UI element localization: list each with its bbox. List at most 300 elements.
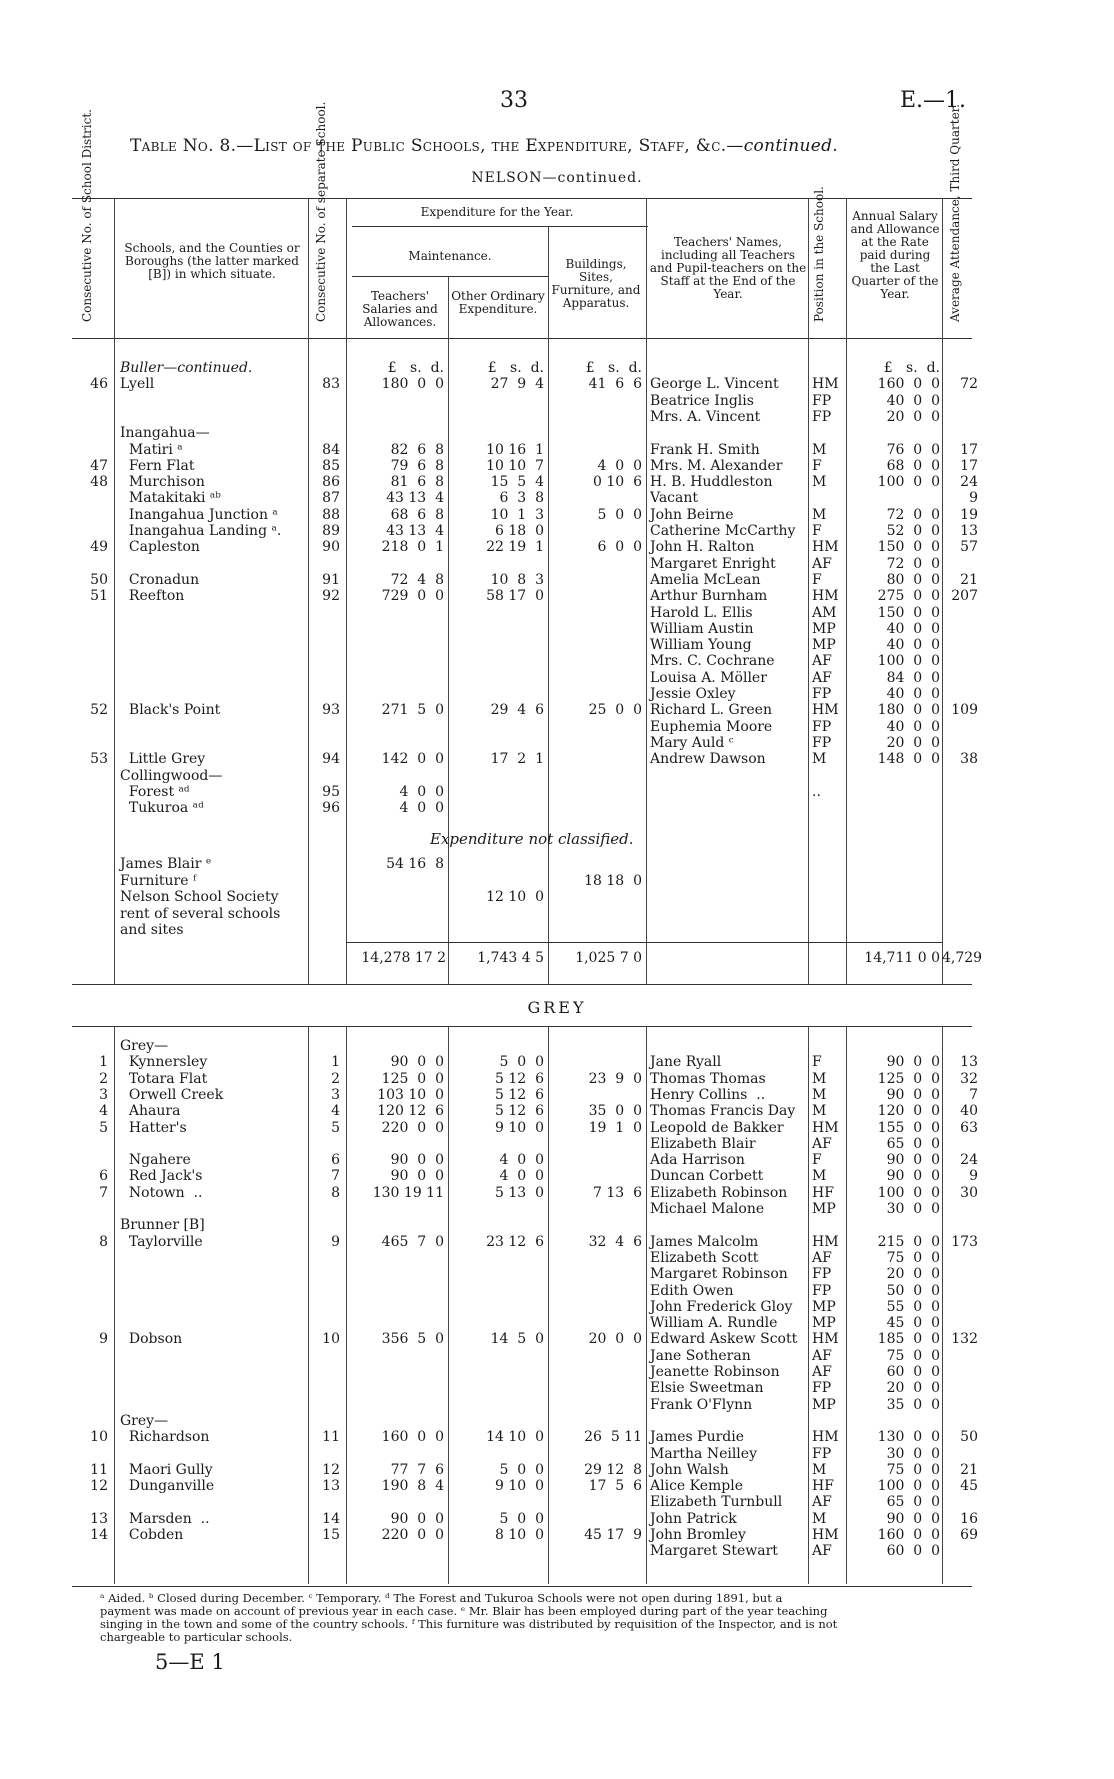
region-subtitle: NELSON—continued. (471, 170, 643, 186)
annual-salary: 155 0 0 (877, 1119, 940, 1136)
attendance: 207 (951, 588, 978, 605)
position: MP (812, 637, 836, 654)
table-row (0, 1217, 1114, 1233)
attendance: 16 (960, 1510, 978, 1527)
nelson-bottom-rule (72, 984, 972, 985)
title-prefix: Table No. 8. (130, 136, 237, 156)
table-row (0, 393, 1114, 409)
buildings: £ s. d. (585, 360, 642, 376)
totals-rule (346, 942, 942, 943)
teacher-name: Mrs. A. Vincent (650, 408, 761, 425)
separate-no: 95 (322, 783, 340, 800)
footnotes (100, 1592, 980, 1644)
teacher-name: Michael Malone (650, 1201, 765, 1217)
table-row (0, 1185, 1114, 1201)
annual-salary: 100 0 0 (877, 1184, 940, 1201)
annual-salary: 40 0 0 (886, 392, 940, 409)
annual-salary: 40 0 0 (886, 620, 940, 637)
header-maintenance: Maintenance. (408, 249, 492, 263)
annual-salary: 275 0 0 (877, 588, 940, 605)
annual-salary: 84 0 0 (886, 669, 940, 686)
position: HM (812, 1527, 839, 1543)
title-suffix: continued. (743, 136, 838, 156)
other-expenditure: 14 5 0 (490, 1331, 544, 1348)
table-row (0, 474, 1114, 490)
table-row (0, 856, 1114, 872)
table-row (0, 1527, 1114, 1543)
attendance: 32 (960, 1070, 978, 1087)
teacher-name: Elsie Sweetman (650, 1380, 764, 1397)
school-name: Grey— (120, 1412, 169, 1429)
district-no: 4 (99, 1103, 108, 1120)
district-no: 12 (90, 1478, 108, 1495)
teacher-name: Mrs. M. Alexander (650, 457, 783, 474)
school-name: Forest ᵃᵈ (120, 783, 190, 800)
other-expenditure: £ s. d. (487, 360, 544, 376)
position: FP (812, 408, 832, 425)
annual-salary: 76 0 0 (886, 441, 940, 458)
table-row (0, 686, 1114, 702)
school-name: Matiri ᵃ (120, 441, 183, 458)
position: FP (812, 392, 832, 409)
district-no: 47 (90, 457, 108, 474)
attendance: 21 (960, 1461, 978, 1478)
separate-no: 13 (322, 1478, 340, 1495)
attendance: 69 (960, 1527, 978, 1543)
salaries: 82 6 8 (390, 441, 444, 458)
school-name: Black's Point (120, 702, 221, 719)
position: MP (812, 1396, 836, 1413)
table-row (0, 906, 1114, 922)
annual-salary: 160 0 0 (877, 376, 940, 393)
table-row (0, 751, 1114, 767)
total-attendance: 4,729 (942, 950, 983, 966)
position: AF (812, 669, 832, 686)
separate-no: 5 (331, 1119, 340, 1136)
position: MP (812, 1315, 836, 1332)
table-row (0, 1413, 1114, 1429)
other-expenditure: 9 10 0 (495, 1119, 544, 1136)
total-other: 1,743 4 5 (477, 950, 544, 966)
table-row (0, 409, 1114, 425)
salaries: 160 0 0 (381, 1429, 444, 1446)
attendance: 19 (960, 506, 978, 523)
position: HF (812, 1184, 834, 1201)
position: M (812, 474, 827, 491)
school-name: Fern Flat (120, 457, 195, 474)
school-name: Brunner [B] (120, 1217, 205, 1234)
other-expenditure: 29 4 6 (490, 702, 544, 719)
header-teachers: Teachers' Names, including all Teachers and Pupil-teachers on the Staff at the End of the Year. (649, 235, 807, 301)
separate-no: 89 (322, 523, 340, 539)
school-name: Hatter's (120, 1119, 187, 1136)
position: FP (812, 1282, 832, 1299)
teacher-name: Beatrice Inglis (650, 392, 754, 409)
buildings: 32 4 6 (588, 1233, 642, 1250)
district-no: 1 (99, 1054, 108, 1071)
school-name: Dobson (120, 1331, 183, 1348)
salaries: 77 7 6 (390, 1461, 444, 1478)
district-no: 13 (90, 1510, 108, 1527)
teacher-name: Catherine McCarthy (650, 523, 796, 539)
school-name: Ahaura (120, 1103, 181, 1120)
position: AF (812, 1135, 832, 1152)
annual-salary: 52 0 0 (886, 523, 940, 539)
separate-no: 10 (322, 1331, 340, 1348)
attendance: 45 (960, 1478, 978, 1495)
position: AM (812, 604, 837, 621)
annual-salary: 72 0 0 (886, 506, 940, 523)
annual-salary: 100 0 0 (877, 1478, 940, 1495)
school-name: Murchison (120, 474, 205, 491)
attendance: 17 (960, 457, 978, 474)
school-name: Cobden (120, 1527, 184, 1543)
item-name: and sites (120, 922, 184, 938)
position: M (812, 1461, 827, 1478)
annual-salary: 65 0 0 (886, 1494, 940, 1511)
footnote-rule (72, 1586, 972, 1587)
table-row (0, 653, 1114, 669)
position: AF (812, 555, 832, 572)
school-name: Inangahua— (120, 425, 210, 442)
teacher-name: Jane Sotheran (650, 1347, 751, 1364)
table-row (0, 523, 1114, 539)
school-name: Cronadun (120, 571, 200, 588)
total-salaries: 14,278 17 2 (361, 950, 446, 966)
separate-no: 92 (322, 588, 340, 605)
table-row (0, 784, 1114, 800)
attendance: 7 (969, 1086, 978, 1103)
separate-no: 11 (322, 1429, 340, 1446)
other-expenditure: 5 12 6 (495, 1103, 544, 1120)
district-no: 14 (90, 1527, 108, 1543)
salaries: 4 0 0 (399, 800, 444, 817)
header-rule-expenditure (352, 226, 648, 227)
separate-no: 7 (331, 1168, 340, 1185)
position: HM (812, 702, 839, 719)
table-row (0, 800, 1114, 816)
salaries: 90 0 0 (390, 1152, 444, 1169)
table-row (0, 1234, 1114, 1250)
header-schools: Schools, and the Counties or Boroughs (the latter marked [B]) in which situate. (124, 241, 300, 281)
attendance: 72 (960, 376, 978, 393)
district-no: 5 (99, 1119, 108, 1136)
teacher-name: Andrew Dawson (650, 751, 766, 768)
teacher-name: Jeanette Robinson (650, 1364, 780, 1380)
position: AF (812, 1249, 832, 1266)
teacher-name: Elizabeth Blair (650, 1135, 756, 1152)
annual-salary: 20 0 0 (886, 734, 940, 751)
other-expenditure: 9 10 0 (495, 1478, 544, 1495)
school-name: Tukuroa ᵃᵈ (120, 800, 204, 817)
page-number: 33 (500, 88, 528, 113)
teacher-name: Edward Askew Scott (650, 1331, 798, 1348)
district-no: 11 (90, 1461, 108, 1478)
separate-no: 90 (322, 539, 340, 556)
annual-salary: 45 0 0 (886, 1315, 940, 1332)
table-row (0, 768, 1114, 784)
salaries: £ s. d. (387, 360, 444, 376)
annual-salary: 72 0 0 (886, 555, 940, 572)
position: M (812, 1103, 827, 1120)
annual-salary: 90 0 0 (886, 1168, 940, 1185)
district-no: 48 (90, 474, 108, 491)
footnote-line: payment was made on account of previous year in each case. ᵉ Mr. Blair has been employed during part of the year teaching (100, 1604, 828, 1618)
school-name: Notown .. (120, 1184, 203, 1201)
annual-salary: 60 0 0 (886, 1364, 940, 1380)
other-expenditure: 4 0 0 (499, 1152, 544, 1169)
header-expenditure: Expenditure for the Year. (420, 205, 574, 219)
salaries: 465 7 0 (381, 1233, 444, 1250)
teacher-name: Jessie Oxley (650, 686, 736, 702)
annual-salary: 30 0 0 (886, 1201, 940, 1217)
annual-salary: 120 0 0 (877, 1103, 940, 1120)
table-row (0, 719, 1114, 735)
table-row (0, 1478, 1114, 1494)
salaries: 72 4 8 (390, 571, 444, 588)
table-row (0, 556, 1114, 572)
annual-salary: 150 0 0 (877, 604, 940, 621)
position: HM (812, 1233, 839, 1250)
total-buildings: 1,025 7 0 (575, 950, 642, 966)
buildings: 5 0 0 (597, 506, 642, 523)
table-row (0, 889, 1114, 905)
district-no: 3 (99, 1086, 108, 1103)
buildings: 6 0 0 (597, 539, 642, 556)
school-name: Dunganville (120, 1478, 215, 1495)
table-row (0, 1038, 1114, 1054)
school-name: Buller—continued. (120, 360, 253, 376)
salaries: 103 10 0 (377, 1086, 444, 1103)
salaries: 142 0 0 (381, 751, 444, 768)
position: M (812, 506, 827, 523)
table-row (0, 490, 1114, 506)
other-expenditure: 23 12 6 (486, 1233, 544, 1250)
school-name: Richardson (120, 1429, 210, 1446)
table-row (0, 1168, 1114, 1184)
school-name: Taylorville (120, 1233, 203, 1250)
table-row (0, 1283, 1114, 1299)
header-rule-maintenance (352, 276, 548, 277)
buildings: 7 13 6 (593, 1184, 642, 1201)
separate-no: 94 (322, 751, 340, 768)
attendance: 57 (960, 539, 978, 556)
teacher-name: Edith Owen (650, 1282, 734, 1299)
table-row (0, 458, 1114, 474)
district-no: 7 (99, 1184, 108, 1201)
teacher-name: Thomas Francis Day (650, 1103, 796, 1120)
footnote-line: chargeable to particular schools. (100, 1630, 293, 1644)
teacher-name: Arthur Burnham (650, 588, 768, 605)
salaries: 43 13 4 (386, 490, 444, 507)
separate-no: 91 (322, 571, 340, 588)
annual-salary: 100 0 0 (877, 474, 940, 491)
district-no: 6 (99, 1168, 108, 1185)
buildings: 4 0 0 (597, 457, 642, 474)
other-expenditure: 5 0 0 (499, 1510, 544, 1527)
table-row (0, 539, 1114, 555)
buildings: 17 5 6 (588, 1478, 642, 1495)
header-buildings: Buildings, Sites, Furniture, and Apparatus. (551, 257, 641, 310)
salaries: 190 8 4 (381, 1478, 444, 1495)
separate-no: 93 (322, 702, 340, 719)
teacher-name: H. B. Huddleston (650, 474, 773, 491)
header-salaries: Teachers' Salaries and Allowances. (362, 289, 438, 329)
other-expenditure: 17 2 1 (490, 751, 544, 768)
table-row (0, 1152, 1114, 1168)
district-no: 49 (90, 539, 108, 556)
table-row (0, 507, 1114, 523)
header-separate-no: Consecutive No. of separate School. (314, 101, 328, 322)
teacher-name: Leopold de Bakker (650, 1119, 784, 1136)
attendance: 109 (951, 702, 978, 719)
salaries: 68 6 8 (390, 506, 444, 523)
separate-no: 87 (322, 490, 340, 507)
separate-no: 8 (331, 1184, 340, 1201)
salaries: 125 0 0 (381, 1070, 444, 1087)
annual-salary: 80 0 0 (886, 571, 940, 588)
table-row (0, 670, 1114, 686)
position: F (812, 571, 822, 588)
position: FP (812, 1445, 832, 1462)
separate-no: 3 (331, 1086, 340, 1103)
teacher-name: Margaret Stewart (650, 1543, 778, 1560)
annual-salary: 35 0 0 (886, 1396, 940, 1413)
teacher-name: Euphemia Moore (650, 718, 773, 735)
school-name: Lyell (120, 376, 155, 393)
separate-no: 6 (331, 1152, 340, 1169)
table-row (0, 1071, 1114, 1087)
separate-no: 1 (331, 1054, 340, 1071)
district-no: 10 (90, 1429, 108, 1446)
table-row (0, 1446, 1114, 1462)
position: M (812, 751, 827, 768)
table-row (0, 572, 1114, 588)
position: FP (812, 734, 832, 751)
annual-salary: 185 0 0 (877, 1331, 940, 1348)
salaries: 54 16 8 (386, 856, 444, 872)
school-name: Ngahere (120, 1152, 191, 1169)
school-name: Little Grey (120, 751, 206, 768)
position: M (812, 441, 827, 458)
item-name: rent of several schools (120, 905, 281, 922)
footnote-line: singing in the town and some of the country schools. ᶠ This furniture was distributed by requisition of the Inspector, and is not (100, 1617, 838, 1631)
header-attendance: Average Attendance, Third Quarter. (948, 104, 962, 322)
annual-salary: 30 0 0 (886, 1445, 940, 1462)
buildings: 26 5 11 (584, 1429, 642, 1446)
table-row (0, 1380, 1114, 1396)
table-row (0, 1201, 1114, 1217)
annual-salary: 100 0 0 (877, 653, 940, 670)
item-name: Furniture ᶠ (120, 872, 197, 889)
annual-salary: 20 0 0 (886, 408, 940, 425)
other-expenditure: 6 18 0 (495, 523, 544, 539)
position: AF (812, 1494, 832, 1511)
school-name: Grey— (120, 1038, 169, 1054)
teacher-name: Alice Kemple (650, 1478, 744, 1495)
position: AF (812, 1364, 832, 1380)
buildings: 25 0 0 (588, 702, 642, 719)
school-name: Totara Flat (120, 1070, 208, 1087)
buildings: 18 18 0 (584, 872, 642, 889)
district-no: 51 (90, 588, 108, 605)
school-name: Matakitaki ᵃᵇ (120, 490, 221, 507)
position: HM (812, 588, 839, 605)
position: HM (812, 1429, 839, 1446)
annual-salary: 180 0 0 (877, 702, 940, 719)
salaries: 220 0 0 (381, 1119, 444, 1136)
separate-no: 9 (331, 1233, 340, 1250)
separate-no: 96 (322, 800, 340, 817)
salaries: 271 5 0 (381, 702, 444, 719)
teacher-name: Richard L. Green (650, 702, 772, 719)
separate-no: 2 (331, 1070, 340, 1087)
position: F (812, 1152, 822, 1169)
attendance: 50 (960, 1429, 978, 1446)
table-row (0, 1543, 1114, 1559)
separate-no: 84 (322, 441, 340, 458)
attendance: 9 (969, 1168, 978, 1185)
table-row (0, 1136, 1114, 1152)
annual-salary: 130 0 0 (877, 1429, 940, 1446)
other-expenditure: 12 10 0 (486, 889, 544, 905)
header-other: Other Ordinary Expenditure. (451, 289, 545, 316)
salaries: 218 0 1 (381, 539, 444, 556)
district-no: 9 (99, 1331, 108, 1348)
position: FP (812, 718, 832, 735)
attendance: 30 (960, 1184, 978, 1201)
school-name: Orwell Creek (120, 1086, 224, 1103)
position: F (812, 523, 822, 539)
other-expenditure: 5 13 0 (495, 1184, 544, 1201)
salaries: 120 12 6 (377, 1103, 444, 1120)
annual-salary: 65 0 0 (886, 1135, 940, 1152)
attendance: 21 (960, 571, 978, 588)
teacher-name: John Bromley (650, 1527, 746, 1543)
school-name: Collingwood— (120, 767, 223, 784)
teacher-name: John Walsh (650, 1461, 729, 1478)
other-expenditure: 22 19 1 (486, 539, 544, 556)
teacher-name: William A. Rundle (650, 1315, 778, 1332)
attendance: 9 (969, 490, 978, 507)
table-row (0, 1299, 1114, 1315)
annual-salary: 90 0 0 (886, 1054, 940, 1071)
annual-salary: 20 0 0 (886, 1266, 940, 1283)
position: AF (812, 1543, 832, 1560)
grey-top-rule (72, 1026, 972, 1027)
attendance: 173 (951, 1233, 978, 1250)
position: M (812, 1168, 827, 1185)
teacher-name: Frank H. Smith (650, 441, 760, 458)
not-classified-label: Expenditure not classified. (430, 830, 634, 848)
table-row (0, 735, 1114, 751)
salaries: 4 0 0 (399, 783, 444, 800)
teacher-name: James Malcolm (650, 1233, 759, 1250)
other-expenditure: 5 0 0 (499, 1461, 544, 1478)
other-expenditure: 27 9 4 (490, 376, 544, 393)
salaries: 180 0 0 (381, 376, 444, 393)
position: MP (812, 1201, 836, 1217)
school-name: Inangahua Junction ᵃ (120, 506, 278, 523)
other-expenditure: 10 10 7 (486, 457, 544, 474)
position: F (812, 1054, 822, 1071)
other-expenditure: 5 12 6 (495, 1086, 544, 1103)
school-name: Marsden .. (120, 1510, 210, 1527)
table-row (0, 1364, 1114, 1380)
annual-salary: 148 0 0 (877, 751, 940, 768)
annual-salary: 50 0 0 (886, 1282, 940, 1299)
teacher-name: John Patrick (650, 1510, 737, 1527)
